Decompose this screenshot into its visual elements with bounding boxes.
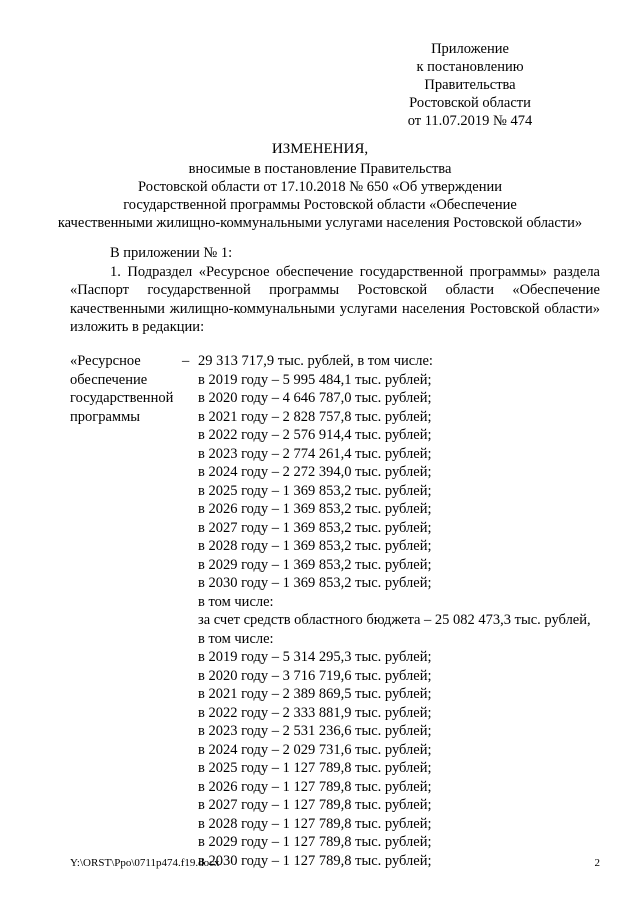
funding-value-line: за счет средств областного бюджета – 25 082 473,3 тыс. рублей,	[198, 612, 591, 628]
label-line: обеспечение	[70, 371, 148, 388]
funding-value-line: в 2022 году – 2 333 881,9 тыс. рублей;	[198, 704, 432, 721]
funding-value-line: в том числе:	[198, 593, 274, 610]
funding-value-line: в том числе:	[198, 630, 274, 647]
title-line: Ростовской области от 17.10.2018 № 650 «Об утверждении	[138, 179, 502, 195]
funding-value-line: в 2027 году – 1 127 789,8 тыс. рублей;	[198, 797, 432, 813]
file-path: Y:\ORST\Ppo\0711p474.f19.docx	[70, 857, 220, 869]
funding-value-line: в 2028 году – 1 369 853,2 тыс. рублей;	[198, 538, 432, 554]
funding-value-line: в 2019 году – 5 995 484,1 тыс. рублей;	[198, 371, 432, 388]
label-line: государственной	[70, 390, 174, 406]
funding-value-line: в 2025 году – 1 127 789,8 тыс. рублей;	[198, 760, 432, 776]
funding-value-line: в 2024 году – 2 029 731,6 тыс. рублей;	[198, 741, 432, 758]
funding-value-line: в 2022 году – 2 576 914,4 тыс. рублей;	[198, 427, 432, 443]
appendix-line: Приложение	[431, 41, 509, 57]
document-title	[40, 140, 600, 232]
label-dash: –	[182, 353, 190, 369]
funding-value-line: в 2021 году – 2 828 757,8 тыс. рублей;	[198, 408, 432, 425]
funding-value-line: в 2029 году – 1 127 789,8 тыс. рублей;	[198, 834, 432, 850]
appendix-header	[350, 40, 590, 130]
appendix-line: Правительства	[424, 77, 516, 93]
funding-value-line: в 2020 году – 3 716 719,6 тыс. рублей;	[198, 667, 432, 684]
funding-value-line: в 2027 году – 1 369 853,2 тыс. рублей;	[198, 519, 432, 536]
label-line: «Ресурсное	[70, 353, 141, 369]
funding-value-line: в 2024 году – 2 272 394,0 тыс. рублей;	[198, 464, 432, 480]
intro-paragraph: В приложении № 1:	[110, 245, 233, 261]
funding-value-line: в 2026 году – 1 369 853,2 тыс. рублей;	[198, 501, 432, 517]
title-line: качественными жилищно-коммунальными услугами населения Ростовской области»	[57, 215, 583, 231]
body-text	[70, 244, 600, 337]
funding-value-line: в 2023 году – 2 531 236,6 тыс. рублей;	[198, 723, 432, 739]
title-line: государственной программы Ростовской области «Обеспечение	[123, 197, 517, 213]
item-1-paragraph: 1. Подраздел «Ресурсное обеспечение государственной программы» раздела «Паспорт государственной программы Ростовской области «Обеспечение качественными жилищно-коммунальными услугами населения Ростовской области» изложить в редакции:	[70, 263, 600, 335]
page-number: 2	[594, 857, 600, 869]
funding-value-line: в 2029 году – 1 369 853,2 тыс. рублей;	[198, 556, 432, 573]
funding-value-line: в 2028 году – 1 127 789,8 тыс. рублей;	[198, 815, 432, 832]
funding-value-line: в 2019 году – 5 314 295,3 тыс. рублей;	[198, 649, 432, 665]
funding-value-line: в 2030 году – 1 369 853,2 тыс. рублей;	[198, 575, 432, 591]
funding-value-line: в 2021 году – 2 389 869,5 тыс. рублей;	[198, 686, 432, 702]
appendix-line: Ростовской области	[409, 95, 531, 111]
appendix-line: к постановлению	[416, 59, 524, 75]
title-line: вносимые в постановление Правительства	[188, 161, 452, 177]
funding-value-line: 29 313 717,9 тыс. рублей, в том числе:	[198, 353, 433, 369]
appendix-line: от 11.07.2019 № 474	[407, 113, 533, 129]
funding-value-line: в 2030 году – 1 127 789,8 тыс. рублей;	[198, 852, 432, 869]
passport-label	[70, 352, 182, 426]
funding-value-line: в 2026 году – 1 127 789,8 тыс. рублей;	[198, 778, 432, 795]
funding-value-line: в 2020 году – 4 646 787,0 тыс. рублей;	[198, 390, 432, 406]
funding-value-line: в 2025 году – 1 369 853,2 тыс. рублей;	[198, 482, 432, 499]
funding-values-list	[198, 352, 618, 870]
label-line: программы	[70, 408, 140, 425]
funding-value-line: в 2023 году – 2 774 261,4 тыс. рублей;	[198, 445, 432, 462]
title-main: ИЗМЕНЕНИЯ,	[271, 141, 369, 157]
